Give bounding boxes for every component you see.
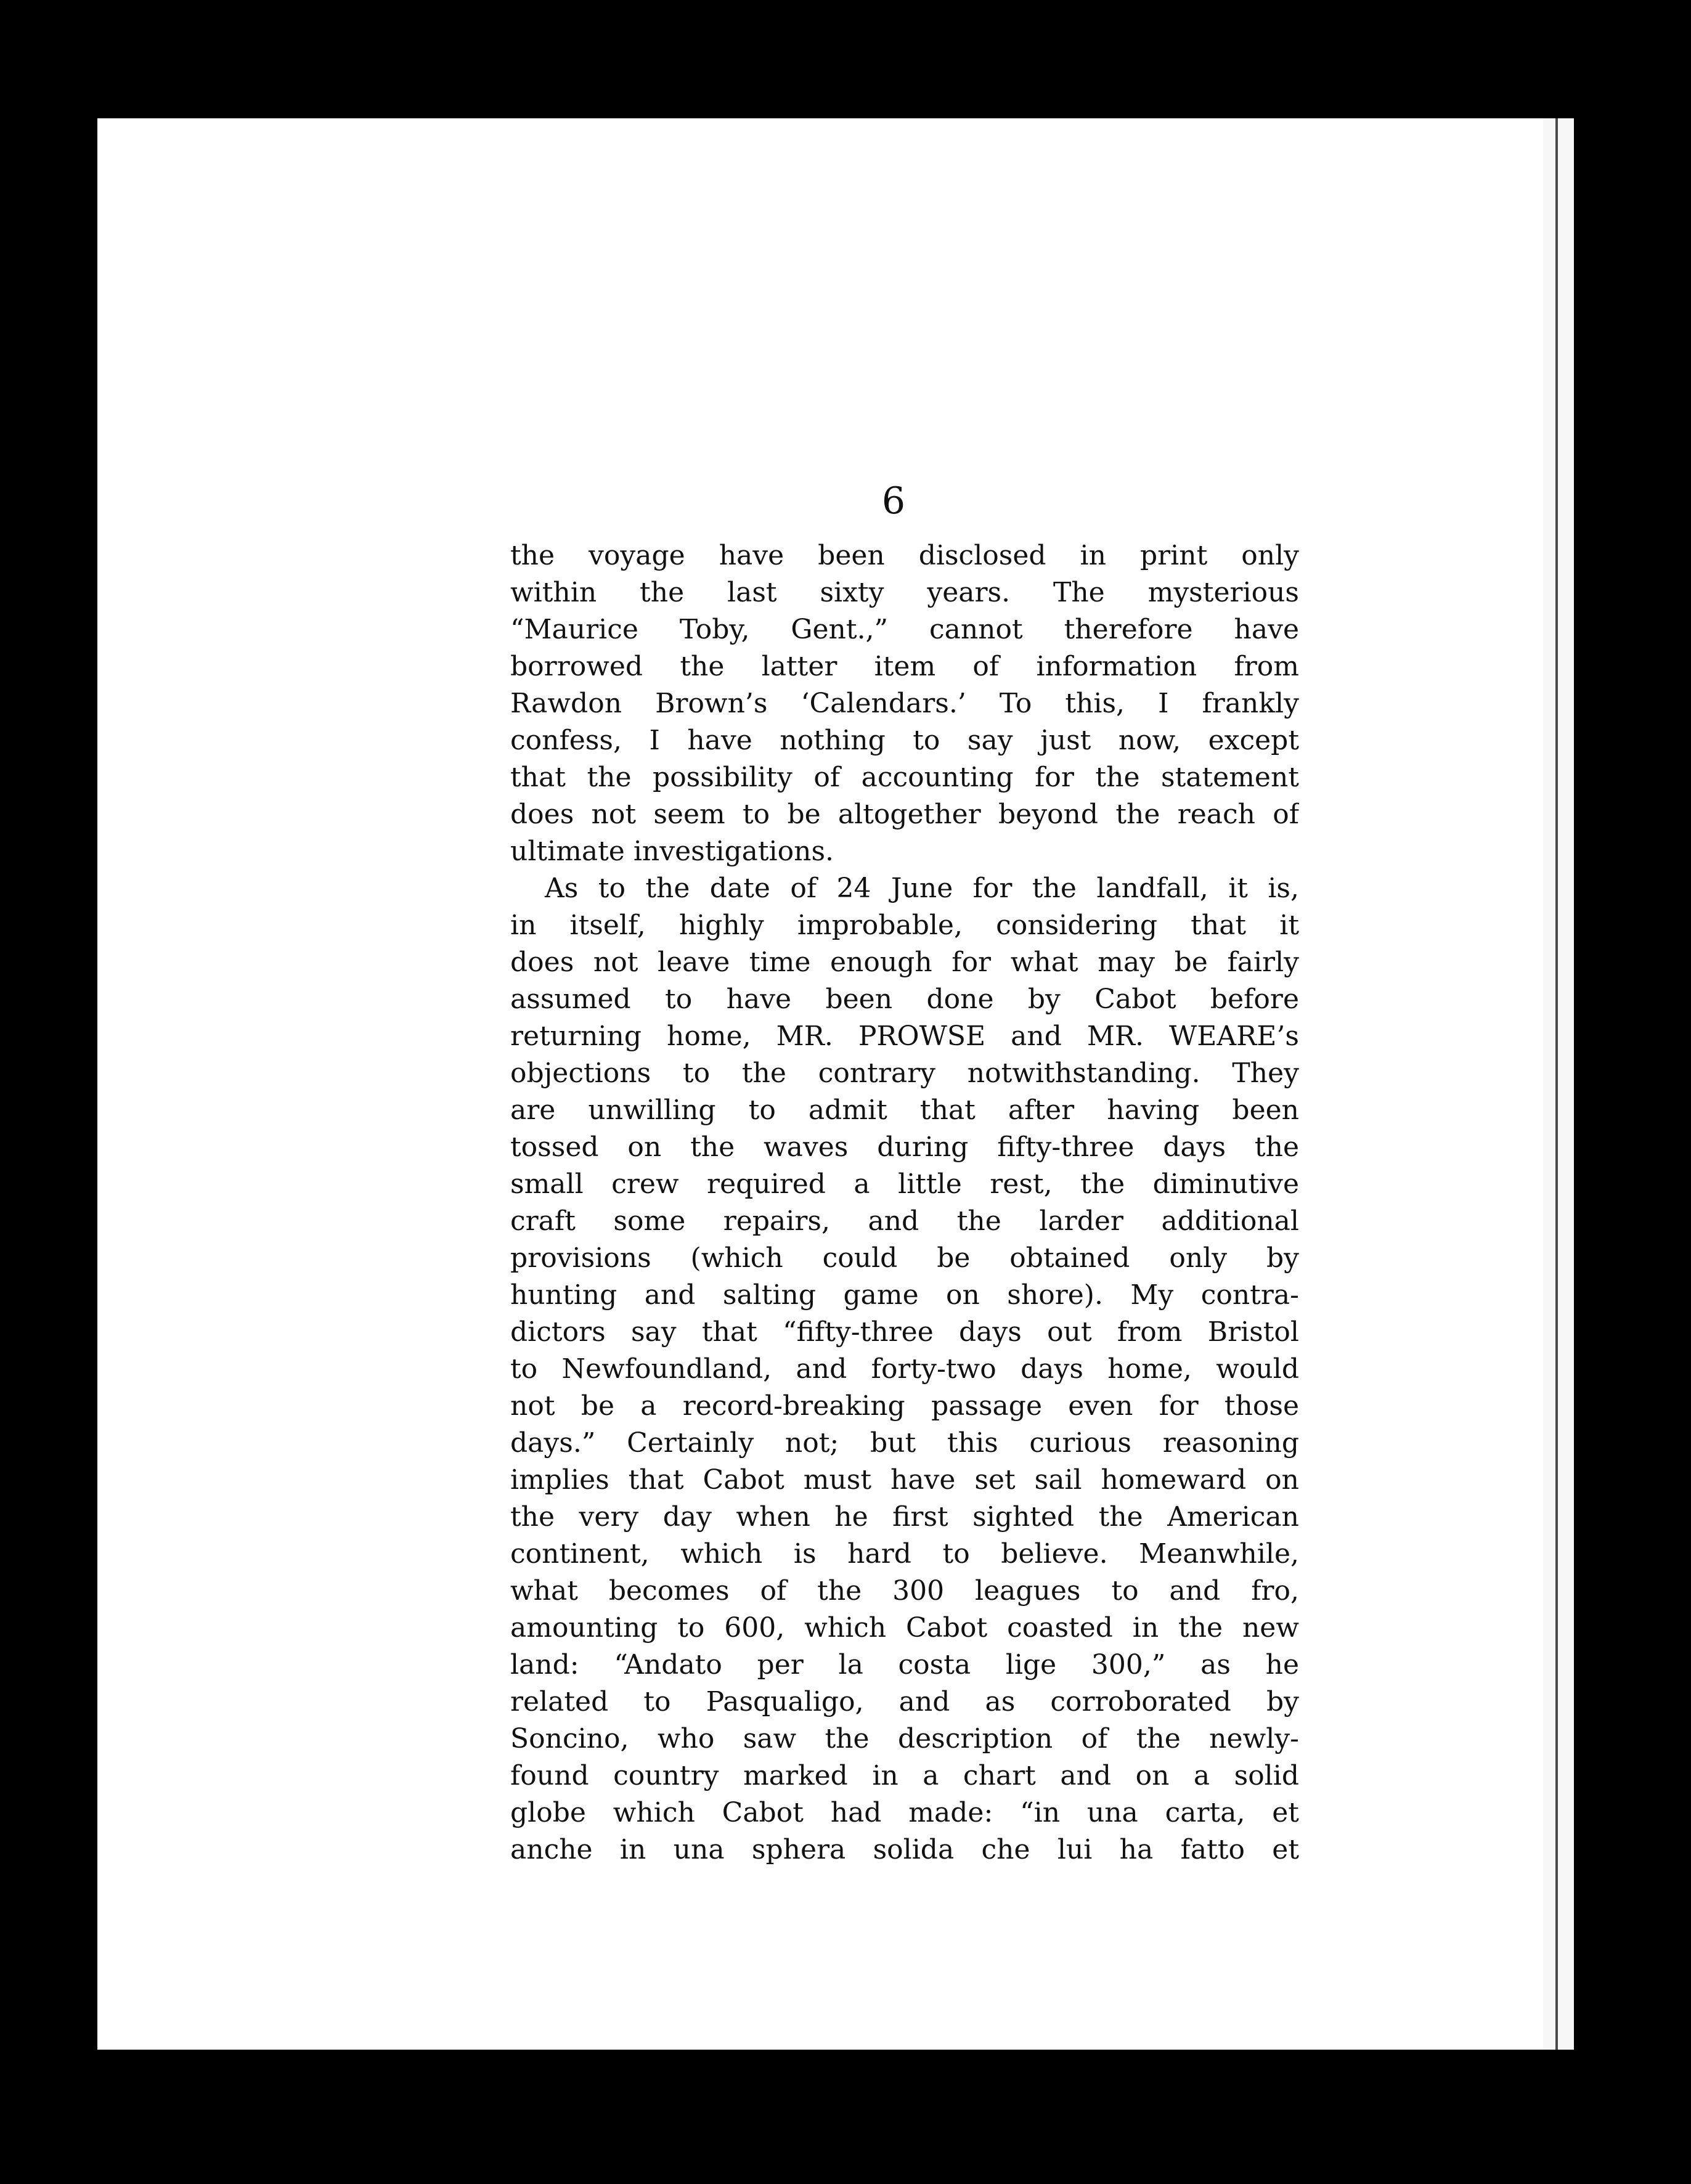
text-line: are unwilling to admit that after having been xyxy=(510,1094,1299,1126)
text-line: globe which Cabot had made: “in una carta, et xyxy=(510,1797,1299,1828)
text-line: “Maurice Toby, Gent.,” cannot therefore have xyxy=(510,614,1299,645)
text-line: anche in una sphera solida che lui ha fatto et xyxy=(510,1834,1299,1865)
text-line: the very day when he first sighted the American xyxy=(510,1501,1299,1533)
text-line: returning home, MR. PROWSE and MR. WEARE’s xyxy=(510,1021,1299,1052)
text-line: craft some repairs, and the larder additional xyxy=(510,1205,1299,1237)
text-line: related to Pasqualigo, and as corroborated by xyxy=(510,1686,1299,1717)
text-line: hunting and salting game on shore). My contra- xyxy=(510,1279,1299,1311)
text-line: to Newfoundland, and forty-two days home, would xyxy=(510,1353,1299,1385)
text-line: days.” Certainly not; but this curious reasoning xyxy=(510,1427,1299,1459)
text-line: Soncino, who saw the description of the newly- xyxy=(510,1723,1299,1754)
text-line: within the last sixty years. The mysterious xyxy=(510,577,1299,608)
text-line: As to the date of 24 June for the landfall, it is, xyxy=(545,873,1299,904)
body-text xyxy=(510,537,1299,1868)
text-line: land: “Andato per la costa lige 300,” as he xyxy=(510,1649,1299,1681)
text-line: borrowed the latter item of information from xyxy=(510,651,1299,682)
text-line: continent, which is hard to believe. Meanwhile, xyxy=(510,1538,1299,1570)
text-line: does not seem to be altogether beyond the reach of xyxy=(510,799,1299,830)
text-line: small crew required a little rest, the diminutive xyxy=(510,1168,1299,1200)
text-line: assumed to have been done by Cabot before xyxy=(510,984,1299,1015)
page-number: 6 xyxy=(881,479,906,523)
text-line: amounting to 600, which Cabot coasted in the new xyxy=(510,1612,1299,1644)
text-line: objections to the contrary notwithstanding. They xyxy=(510,1057,1299,1089)
page-edge xyxy=(1543,118,1574,2050)
text-line: what becomes of the 300 leagues to and fro, xyxy=(510,1575,1299,1607)
text-line: in itself, highly improbable, considering that it xyxy=(510,910,1299,941)
text-line: tossed on the waves during fifty-three days the xyxy=(510,1131,1299,1163)
text-line: confess, I have nothing to say just now, except xyxy=(510,725,1299,756)
text-line: found country marked in a chart and on a solid xyxy=(510,1760,1299,1791)
text-line: not be a record-breaking passage even for those xyxy=(510,1390,1299,1422)
text-line: the voyage have been disclosed in print only xyxy=(510,540,1299,571)
text-line: ultimate investigations. xyxy=(510,836,834,867)
page-edge-rule xyxy=(1555,118,1558,2050)
text-line: does not leave time enough for what may be fairly xyxy=(510,947,1299,978)
text-line: that the possibility of accounting for the statement xyxy=(510,762,1299,793)
text-line: Rawdon Brown’s ‘Calendars.’ To this, I frankly xyxy=(510,688,1299,719)
text-line: implies that Cabot must have set sail homeward on xyxy=(510,1464,1299,1496)
text-line: dictors say that “fifty-three days out from Bristol xyxy=(510,1316,1299,1348)
text-line: provisions (which could be obtained only by xyxy=(510,1242,1299,1274)
